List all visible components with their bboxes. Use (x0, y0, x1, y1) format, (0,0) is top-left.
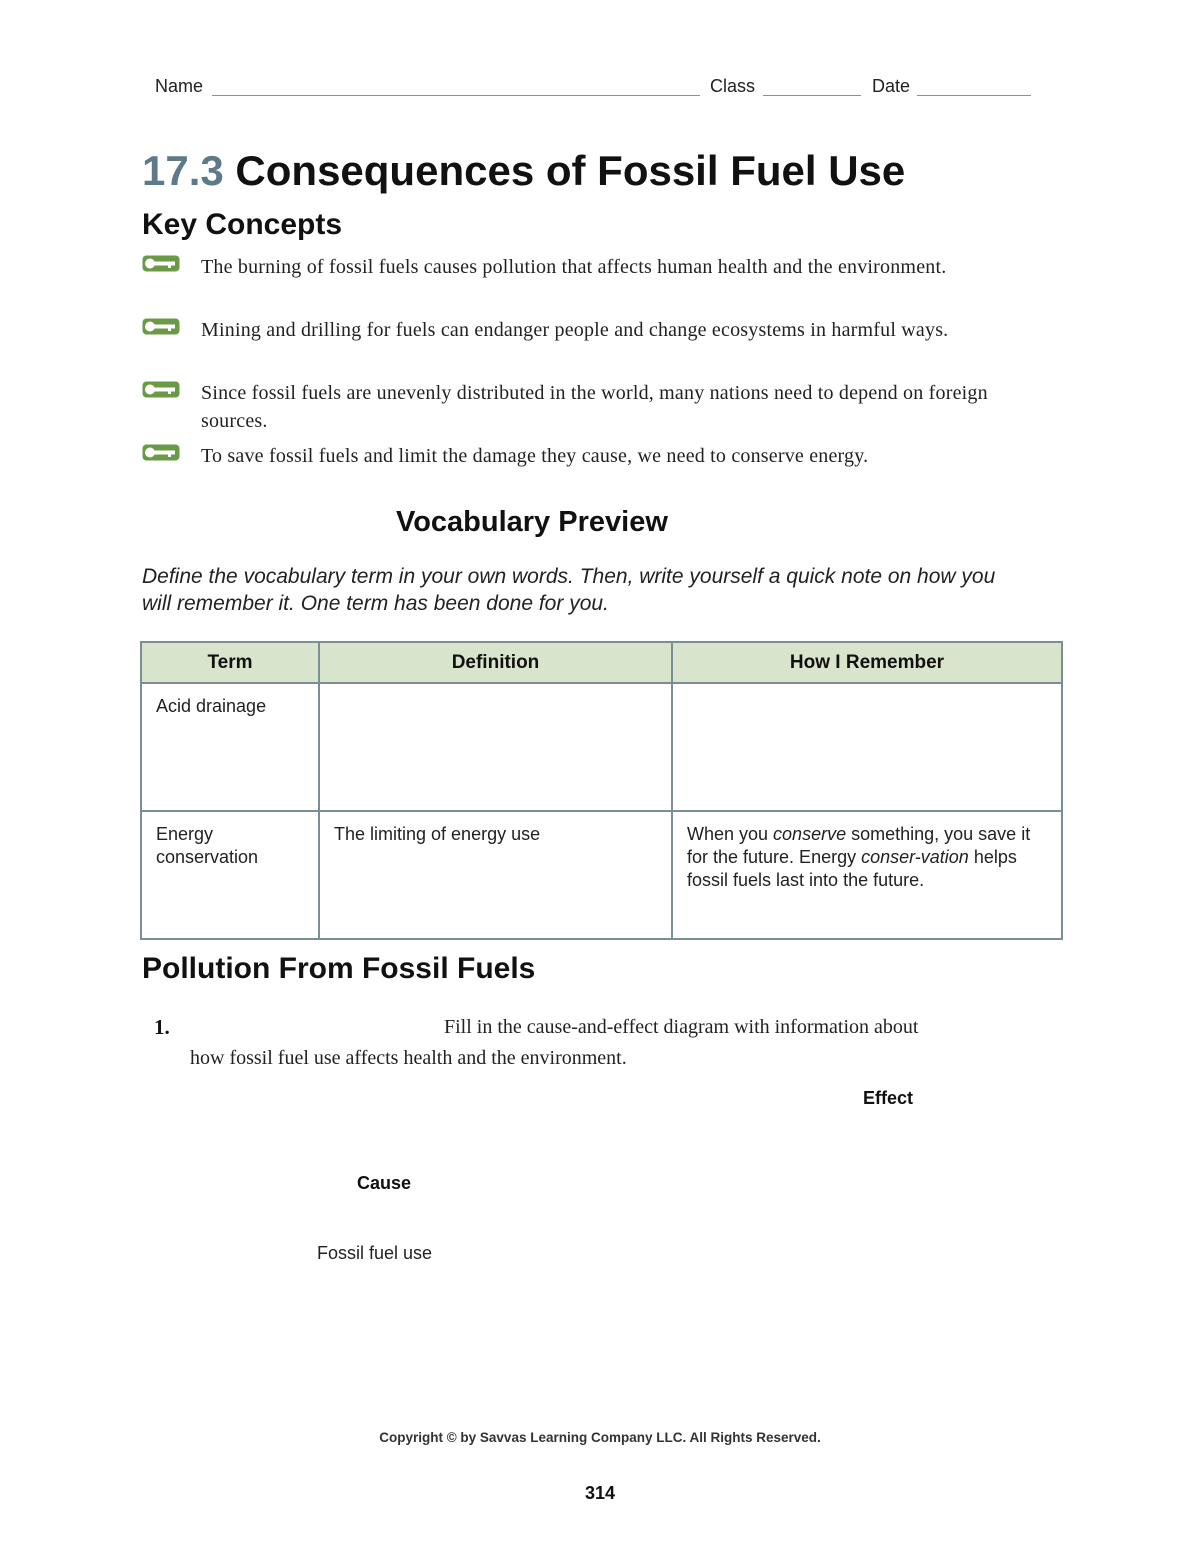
definition-cell: The limiting of energy use (319, 811, 672, 939)
vocabulary-table (140, 641, 1063, 940)
remember-emphasis: conser-vation (861, 847, 969, 867)
question-number: 1. (154, 1015, 170, 1039)
column-header-definition: Definition (319, 642, 672, 683)
section-title: Consequences of Fossil Fuel Use (235, 147, 906, 194)
date-field-line[interactable] (917, 95, 1031, 96)
key-concept-item (142, 253, 1022, 281)
key-concept-text: Since fossil fuels are unevenly distributed in the world, many nations need to depend on foreign sources. (201, 382, 988, 432)
key-concept-text: To save fossil fuels and limit the damage they cause, we need to conserve energy. (201, 445, 869, 467)
page-number: 314 (584, 1483, 616, 1503)
table-row (141, 683, 1062, 811)
copyright: Copyright © by Savvas Learning Company LLC. All Rights Reserved. (379, 1430, 821, 1445)
date-label: Date (872, 76, 911, 96)
remember-emphasis: conserve (773, 824, 847, 844)
remember-cell-blank[interactable] (672, 683, 1062, 811)
term-cell: Acid drainage (141, 683, 319, 811)
key-icon (142, 381, 180, 398)
column-header-remember: How I Remember (672, 642, 1062, 683)
page-title (142, 147, 905, 195)
remember-text: helps fossil fuels last into the future. (687, 847, 1017, 890)
question-text-line2: how fossil fuel use affects health and the environment. (190, 1047, 627, 1069)
key-concept-item (142, 316, 1022, 344)
key-icon (142, 318, 180, 335)
key-icon (142, 444, 180, 461)
cause-text: Fossil fuel use (317, 1243, 433, 1263)
remember-text: something, you save it for the future. Energy (687, 824, 1031, 867)
section-number: 17.3 (142, 147, 224, 194)
remember-text: When you (687, 824, 774, 844)
effect-label: Effect (863, 1088, 914, 1108)
question-text-line1: Fill in the cause-and-effect diagram with information about (444, 1016, 919, 1038)
key-concepts-heading: Key Concepts (142, 208, 343, 241)
key-concept-item (142, 442, 1022, 470)
key-concept-text: The burning of fossil fuels causes pollution that affects human health and the environment. (201, 256, 947, 278)
pollution-heading: Pollution From Fossil Fuels (142, 952, 536, 985)
remember-cell (672, 811, 1062, 939)
vocabulary-heading: Vocabulary Preview (396, 506, 668, 538)
key-concept-text: Mining and drilling for fuels can endanger people and change ecosystems in harmful ways. (201, 319, 949, 341)
table-header-row (141, 642, 1062, 683)
table-row (141, 811, 1062, 939)
definition-cell-blank[interactable] (319, 683, 672, 811)
name-label: Name (155, 76, 204, 96)
term-cell: Energy conservation (141, 811, 319, 939)
name-field-line[interactable] (212, 95, 700, 96)
key-concept-item (142, 379, 1022, 435)
class-label: Class (710, 76, 756, 96)
key-icon (142, 255, 180, 272)
class-field-line[interactable] (763, 95, 861, 96)
vocabulary-instructions: Define the vocabulary term in your own words. Then, write yourself a quick note on how you will remember it. One term has been done for you. (142, 565, 996, 615)
cause-label: Cause (357, 1173, 412, 1193)
column-header-term: Term (141, 642, 319, 683)
